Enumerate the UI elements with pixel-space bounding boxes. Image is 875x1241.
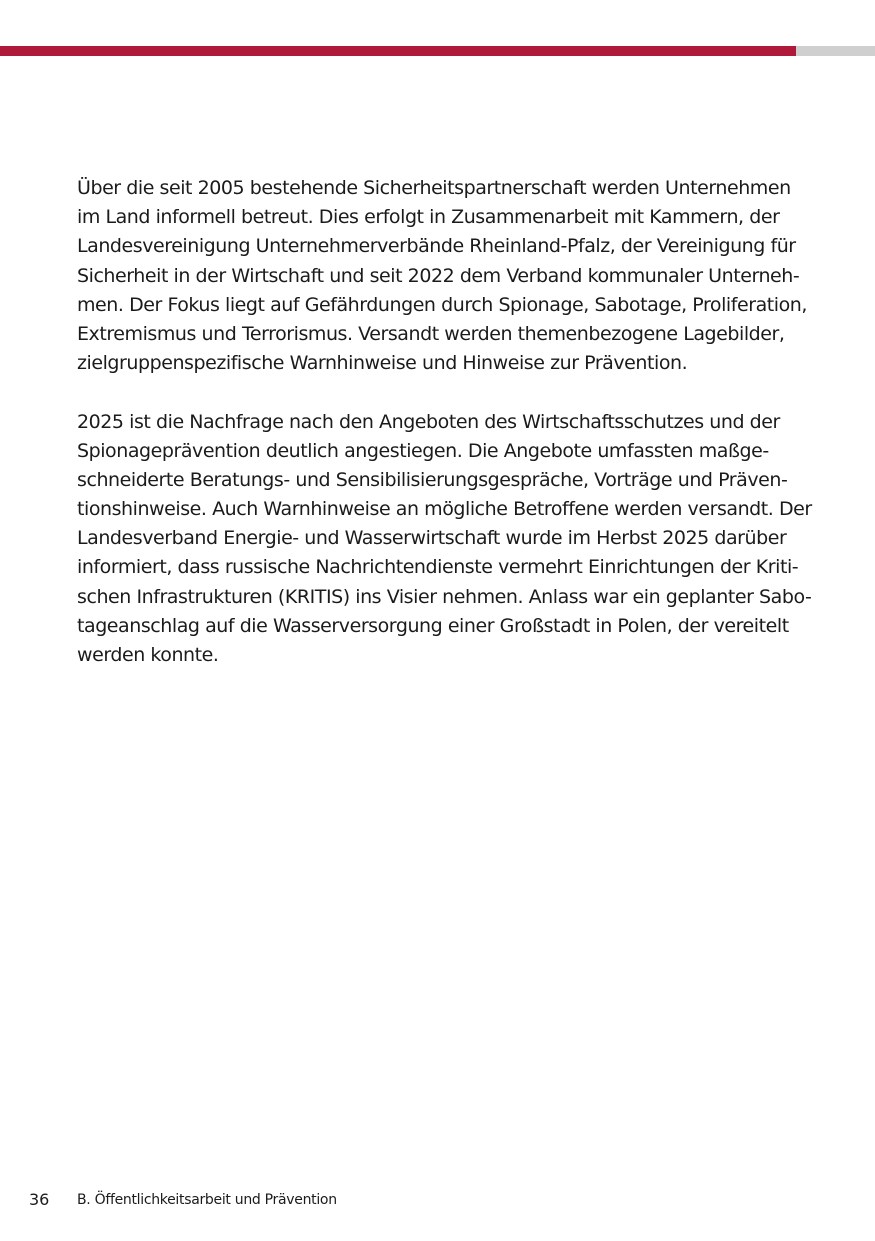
text-line: schen Infrastrukturen (KRITIS) ins Visier nehmen. Anlass war ein geplanter Sabo- — [77, 585, 812, 608]
text-line: Spionageprävention deutlich angestiegen. Die Angebote umfassten maßge- — [77, 439, 769, 462]
header-accent-bar — [0, 46, 875, 56]
text-line: informiert, dass russische Nachrichtendienste vermehrt Einrichtungen der Kriti- — [77, 556, 799, 579]
text-line: tionshinweise. Auch Warnhinweise an mögliche Betroffene werden versandt. Der — [77, 498, 812, 521]
page-footer — [0, 1190, 875, 1212]
header-accent-bar-gray — [796, 46, 875, 56]
text-line: schneiderte Beratungs- und Sensibilisierungsgespräche, Vorträge und Präven- — [77, 468, 788, 491]
text-line: Landesvereinigung Unternehmerverbände Rheinland-Pfalz, der Vereinigung für — [77, 235, 796, 258]
text-line: Landesverband Energie- und Wasserwirtschaft wurde im Herbst 2025 darüber — [77, 527, 787, 550]
paragraph-sicherheitspartnerschaft — [77, 174, 807, 378]
page-number: 36 — [29, 1190, 50, 1209]
text-line: werden konnte. — [77, 644, 219, 666]
text-line: men. Der Fokus liegt auf Gefährdungen durch Spionage, Sabotage, Proliferation, — [77, 293, 807, 316]
footer-section-title: B. Öffentlichkeitsarbeit und Prävention — [77, 1192, 337, 1208]
text-line: Sicherheit in der Wirtschaft und seit 2022 dem Verband kommunaler Unterneh- — [77, 264, 800, 287]
paragraph-spacer — [77, 378, 807, 407]
text-line: 2025 ist die Nachfrage nach den Angeboten des Wirtschaftsschutzes und der — [77, 410, 780, 433]
paragraph-wirtschaftsschutz — [77, 408, 812, 671]
text-line: Über die seit 2005 bestehende Sicherheitspartnerschaft werden Unternehmen — [77, 177, 791, 199]
text-line: zielgruppenspezifische Warnhinweise und Hinweise zur Prävention. — [77, 352, 688, 375]
header-accent-bar-red — [0, 46, 796, 56]
text-line: Extremismus und Terrorismus. Versandt werden themenbezogene Lagebilder, — [77, 322, 785, 345]
text-line: im Land informell betreut. Dies erfolgt in Zusammenarbeit mit Kammern, der — [77, 206, 780, 229]
text-line: tageanschlag auf die Wasserversorgung einer Großstadt in Polen, der vereitelt — [77, 614, 789, 637]
body-text — [77, 174, 812, 670]
